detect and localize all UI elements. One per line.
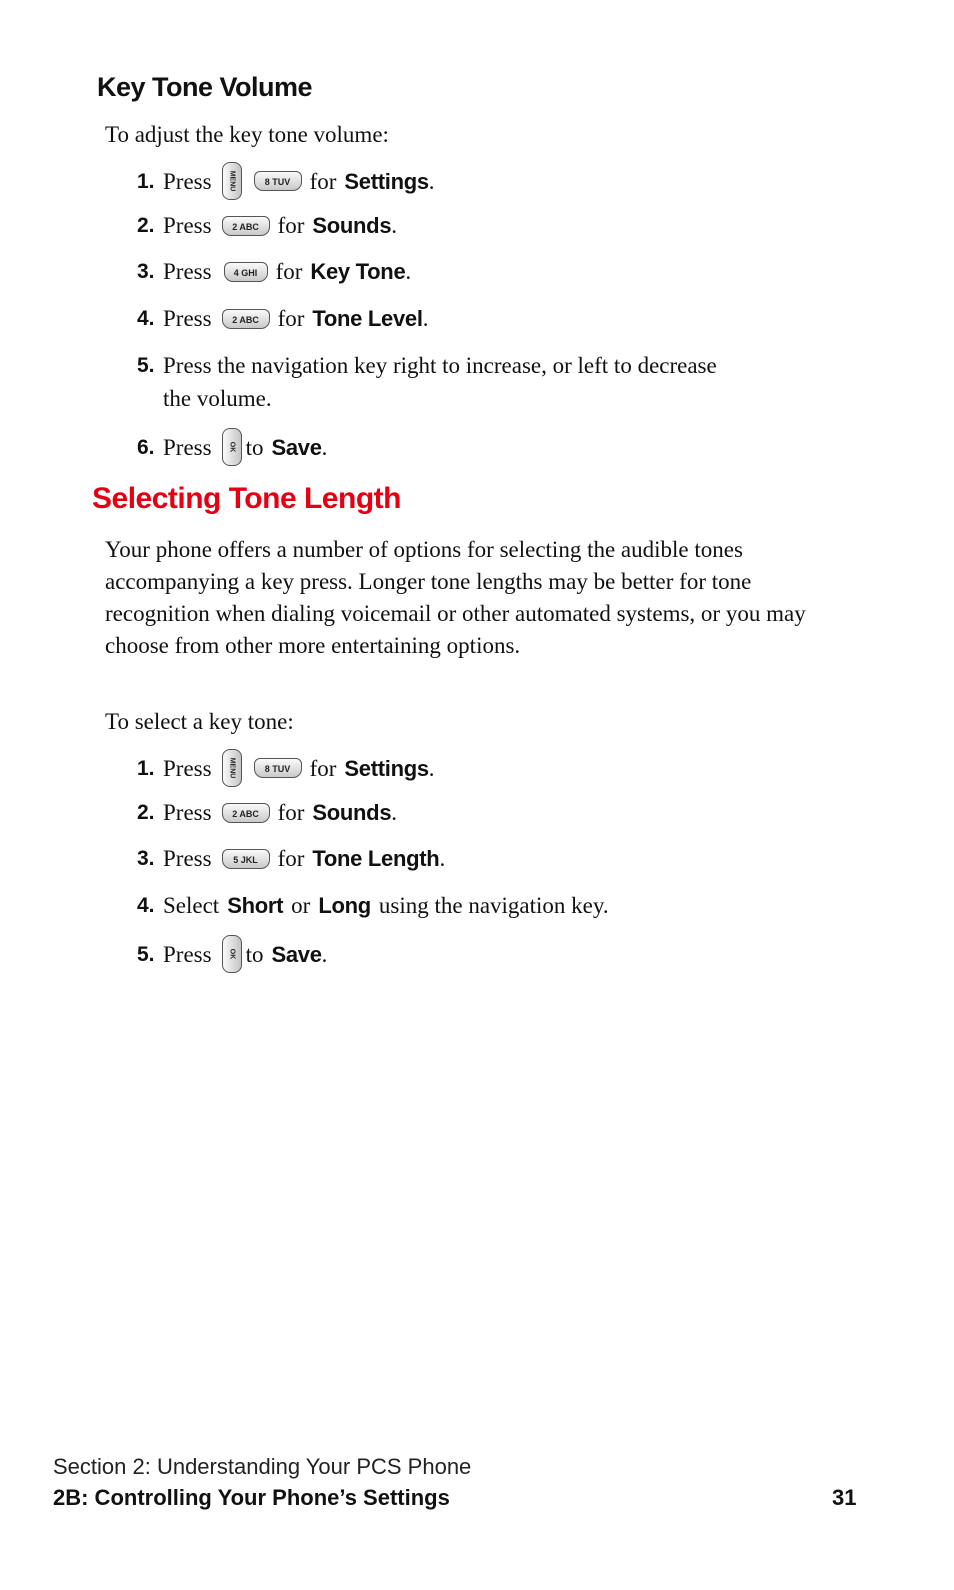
menu-option-save: Save <box>271 941 322 967</box>
step-6: 6. Press OK to Save . <box>137 428 777 466</box>
step-1: 1. Press MENU 8 TUV for Settings . <box>137 162 777 200</box>
menu-key-icon: MENU <box>222 162 242 200</box>
menu-option-save: Save <box>271 434 322 460</box>
step-2: 2. Press 2 ABC for Sounds . <box>137 796 777 829</box>
step-number: 1. <box>137 169 155 193</box>
step-3: 3. Press 5 JKL for Tone Length . <box>137 842 777 875</box>
step-text: Press the navigation key right to increase, or left to decrease the volume. <box>163 353 717 411</box>
ok-key-icon: OK <box>222 428 242 466</box>
step-1: 1. Press MENU 8 TUV for Settings . <box>137 749 777 787</box>
intro-text: To select a key tone: <box>105 709 294 734</box>
body-paragraph: Your phone offers a number of options for selecting the audible tones accompanying a key press. Longer tone lengths may be better for tone recognition when dialing voicemail or other automated systems, or you may choose from other more entertaining options. <box>105 537 806 658</box>
option-short: Short <box>227 893 284 918</box>
step-3: 3. Press 4 GHI for Key Tone . <box>137 255 777 288</box>
section-heading-selecting-tone-length: Selecting Tone Length <box>92 482 401 515</box>
key-5-icon: 5 JKL <box>222 849 270 869</box>
menu-option-tone-length: Tone Length <box>312 846 440 871</box>
step-text: Press <box>163 168 212 194</box>
menu-option-tone-level: Tone Level <box>312 306 423 331</box>
section-heading-key-tone-volume: Key Tone Volume <box>97 72 313 102</box>
menu-option-settings: Settings <box>344 168 429 194</box>
footer-chapter-title: 2B: Controlling Your Phone’s Settings <box>53 1485 450 1510</box>
menu-option-key-tone: Key Tone <box>310 259 406 284</box>
menu-key-icon: MENU <box>222 749 242 787</box>
footer-section-title: Section 2: Understanding Your PCS Phone <box>53 1454 472 1479</box>
key-4-icon: 4 GHI <box>224 262 268 282</box>
menu-option-sounds: Sounds <box>312 213 392 238</box>
intro-text: To adjust the key tone volume: <box>105 122 389 147</box>
step-text: for <box>309 168 337 194</box>
page-number: 31 <box>832 1485 857 1510</box>
key-2-icon: 2 ABC <box>222 803 270 823</box>
option-long: Long <box>318 893 371 918</box>
step-5: 5. Press OK to Save . <box>137 935 777 973</box>
step-4: 4. Select Short or Long using the navigation key. <box>137 889 777 922</box>
menu-option-settings: Settings <box>344 755 429 781</box>
key-8-icon: 8 TUV <box>254 171 302 191</box>
step-4: 4. Press 2 ABC for Tone Level . <box>137 302 777 335</box>
key-8-icon: 8 TUV <box>254 758 302 778</box>
menu-option-sounds: Sounds <box>312 800 392 825</box>
step-2: 2. Press 2 ABC for Sounds . <box>137 209 777 242</box>
ok-key-icon: OK <box>222 935 242 973</box>
step-5: 5. Press the navigation key right to increase, or left to decrease the volume. <box>137 349 777 415</box>
key-2-icon: 2 ABC <box>222 309 270 329</box>
key-2-icon: 2 ABC <box>222 216 270 236</box>
